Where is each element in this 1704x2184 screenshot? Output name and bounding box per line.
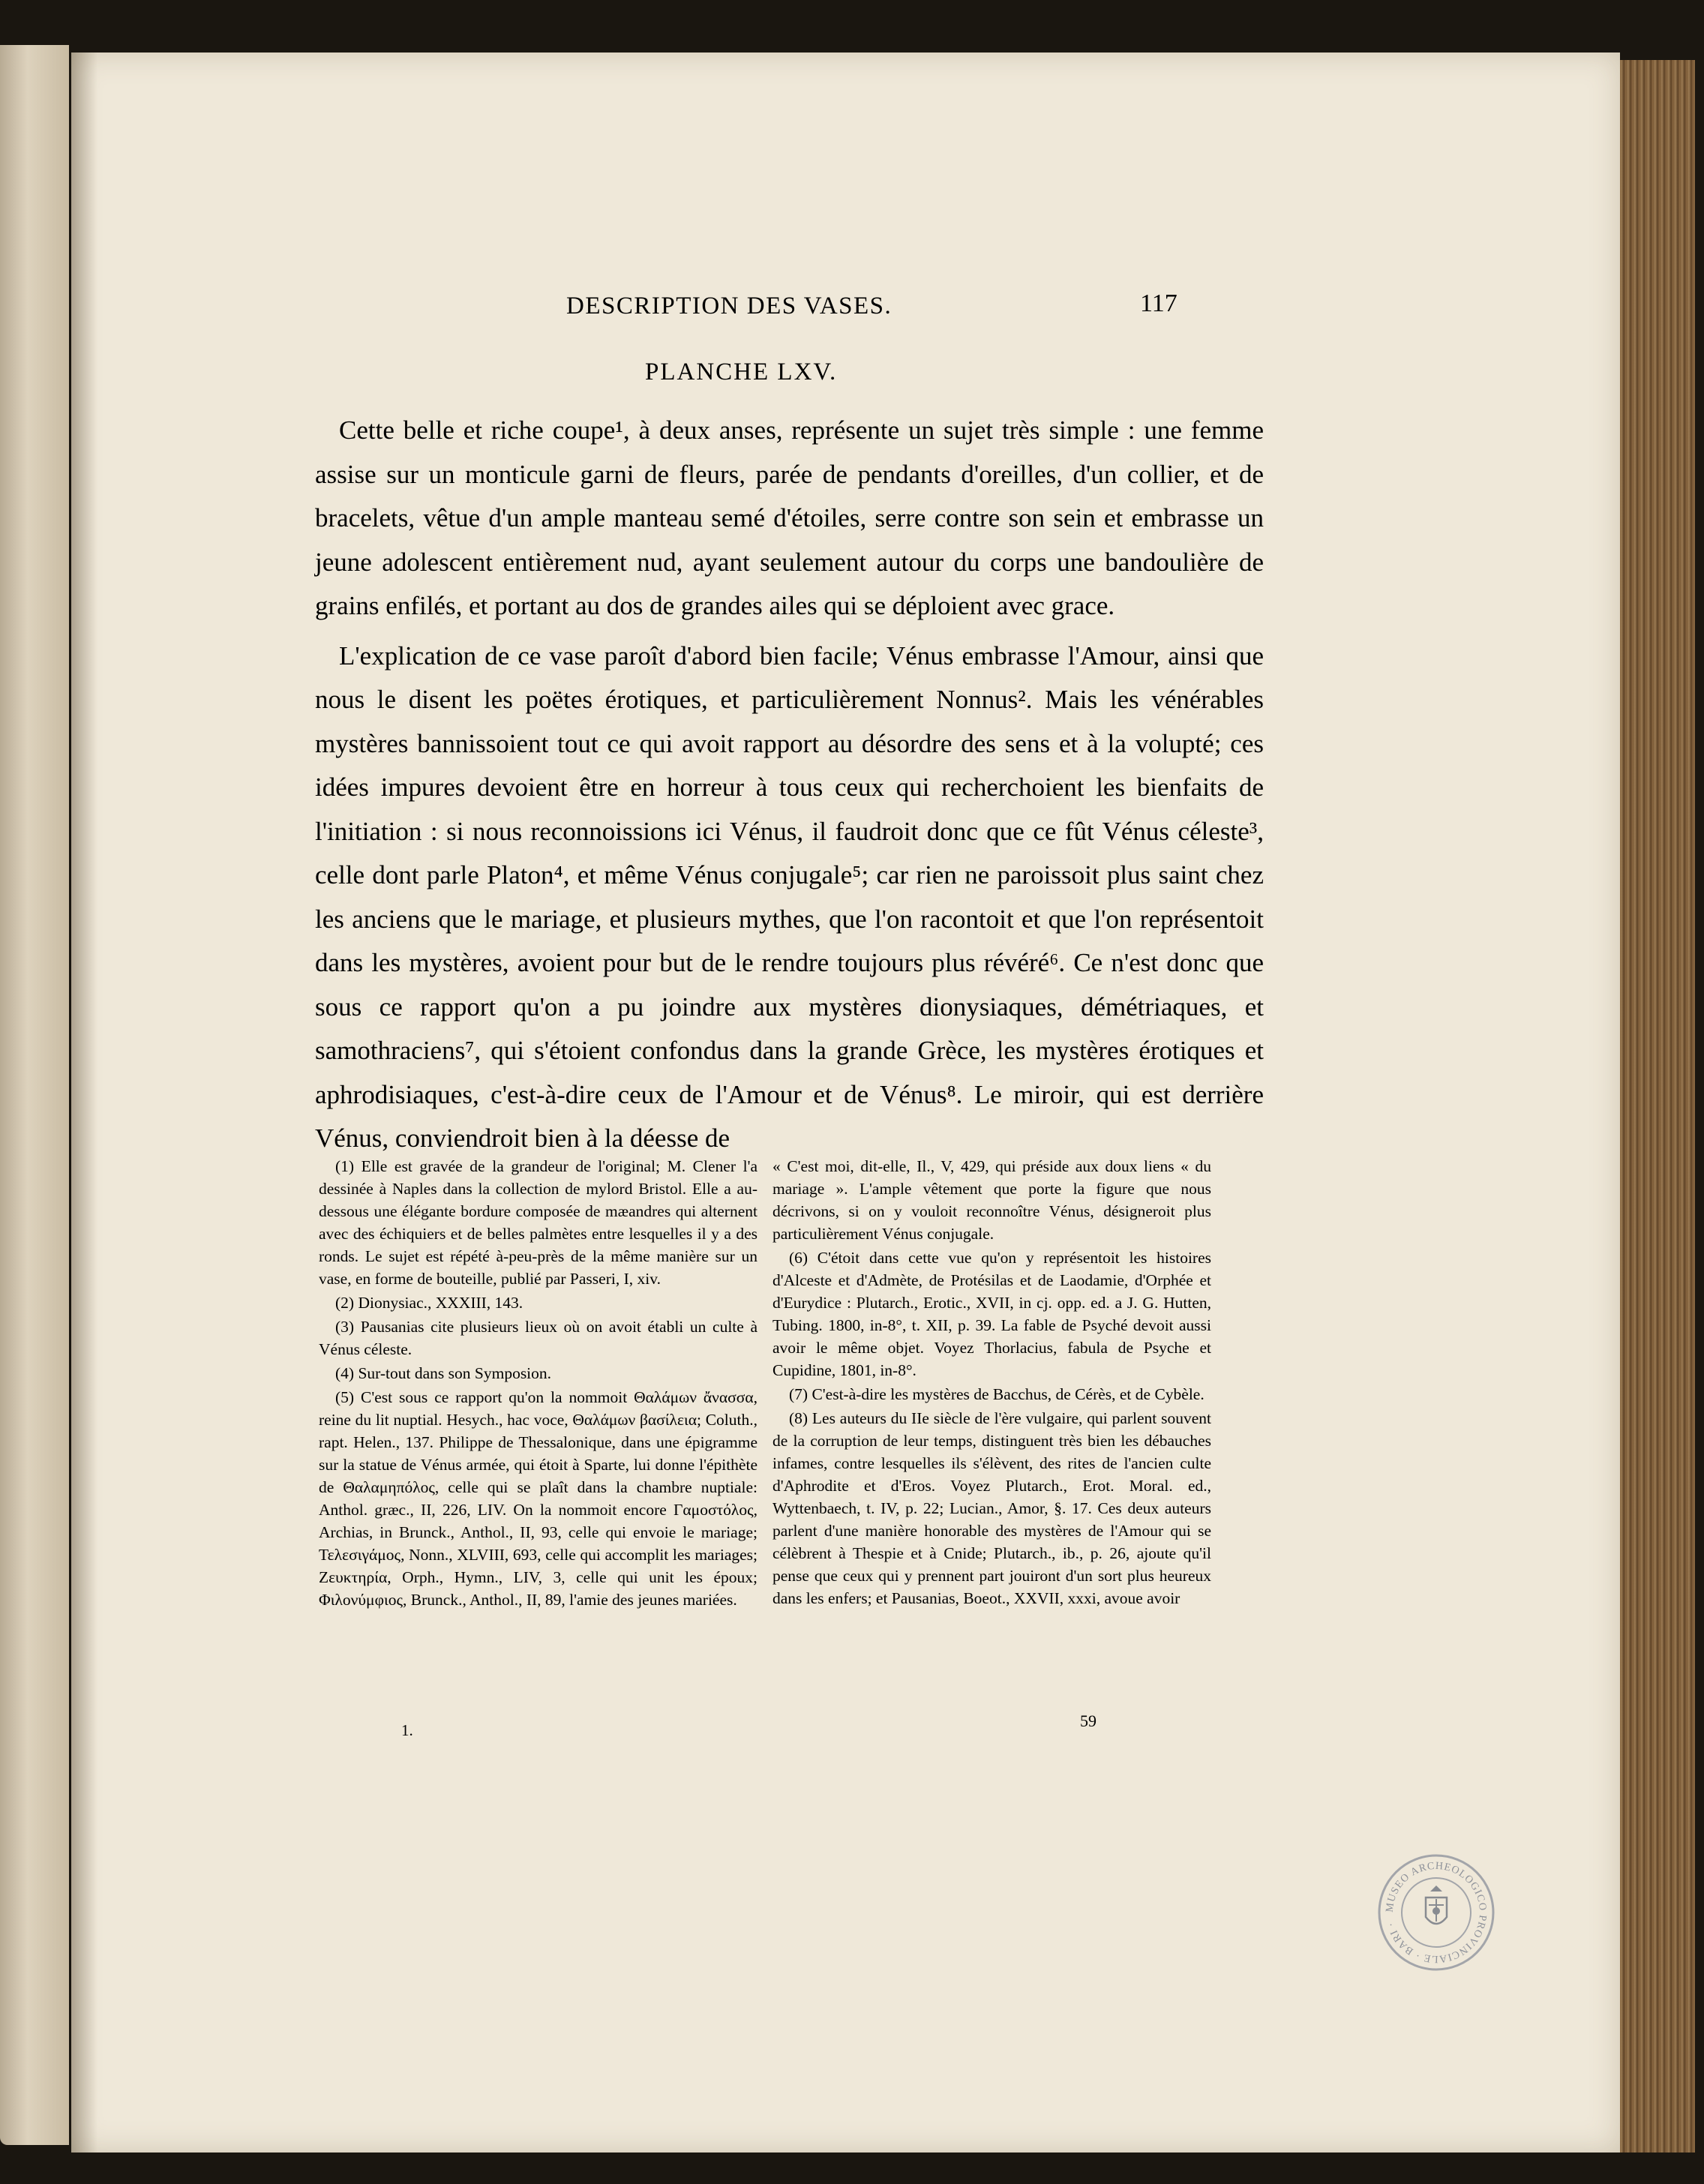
footnotes-left-column — [319, 1155, 758, 1612]
body-text — [315, 409, 1264, 1161]
body-paragraph: L'explication de ce vase paroît d'abord bien facile; Vénus embrasse l'Amour, ainsi que nous le disent les poëtes érotiques, et particulièrement Nonnus². Mais les vénérables mystères bannissoient tout ce qui avoit rapport au désordre des sens et à la volupté; ces idées impures devoient être en horreur à tous ceux qui recherchoient les bienfaits de l'initiation : si nous reconnoissions ici Vénus, il faudroit donc que ce fût Vénus céleste³, celle dont parle Platon⁴, et même Vénus conjugale⁵; car rien ne paroissoit plus saint chez les anciens que le mariage, et plusieurs mythes, que l'on racontoit et que l'on représentoit dans les mystères, avoient pour but de le rendre toujours plus révéré⁶. Ce n'est donc que sous ce rapport qu'on a pu joindre aux mystères dionysiaques, démétriaques, et samothraciens⁷, qui s'étoient confondus dans la grande Grèce, les mystères érotiques et aphrodisiaques, c'est-à-dire ceux de l'Amour et de Vénus⁸. Le miroir, qui est derrière Vénus, conviendroit bien à la déesse de — [315, 640, 1264, 1153]
plate-title: PLANCHE LXV. — [645, 358, 838, 386]
page-block-edge — [1612, 60, 1695, 2152]
page-number: 117 — [1140, 290, 1178, 317]
signature-mark-left: 1. — [401, 1721, 413, 1739]
footnote: (1) Elle est gravée de la grandeur de l'original; M. Clener l'a dessinée à Naples dans la collection de mylord Bristol. Elle a au-dessous une élégante bordure composée de mæandres qui alternent avec des échiquiers et de belles palmètes entre lesquelles il y a des ronds. Le sujet est répété à-peu-près de la même manière sur un vase, en forme de bouteille, publié par Passeri, I, xiv. — [319, 1157, 758, 1288]
footnotes-right-column — [772, 1155, 1211, 1611]
coat-of-arms-icon — [1426, 1886, 1447, 1924]
running-title: DESCRIPTION DES VASES. — [566, 292, 892, 320]
signature-mark-right: 59 — [1080, 1712, 1096, 1730]
footnote: (8) Les auteurs du IIe siècle de l'ère vulgaire, qui parlent souvent de la corruption de leur temps, distinguent très bien les débauches infames, contre lesquelles ils s'élèvent, des rites de l'ancien culte d'Aphrodite et d'Eros. Voyez Plutarch., Erot. Moral. ed., Wyttenbaech, t. IV, p. 22; Lucian., Amor, §. 17. Ces deux auteurs parlent d'une manière honorable des mystères de l'Amour qui se célèbrent à Thespie et à Cnide; Plutarch., ib., p. 26, ajoute qu'il pense que ceux qui y prennent part jouiront d'un sort plus heureux dans les enfers; et Pausanias, Boeot., XXVII, xxxi, avoue avoir — [772, 1409, 1211, 1607]
footnote: (7) C'est-à-dire les mystères de Bacchus, de Cérès, et de Cybèle. — [789, 1385, 1204, 1403]
footnote: (4) Sur-tout dans son Symposion. — [335, 1364, 552, 1382]
footnote: (3) Pausanias cite plusieurs lieux où on avoit établi un culte à Vénus céleste. — [319, 1318, 758, 1358]
facing-page-edge — [0, 45, 69, 2145]
body-paragraph: Cette belle et riche coupe¹, à deux anses, représente un sujet très simple : une femme assise sur un monticule garni de fleurs, parée de pendants d'oreilles, d'un collier, et de bracelets, vêtue d'un ample manteau semé d'étoiles, serre contre son sein et embrasse un jeune adolescent entièrement nud, ayant seulement autour du corps une bandoulière de grains enfilés, et portant au dos de grandes ailes qui se déploient avec grace. — [315, 416, 1264, 620]
footnote: (5) C'est sous ce rapport qu'on la nommoit Θαλάμων ἄνασσα, reine du lit nuptial. Hesych., hac voce, Θαλάμων βασίλεια; Coluth., rapt. Helen., 137. Philippe de Thessalonique, dans une épigramme sur la statue de Vénus armée, qui étoit à Sparte, lui donne l'épithète de Θαλαμηπόλος, celle qui se plaît dans la chambre nuptiale: Anthol. græc., II, 226, LIV. On la nommoit encore Γαμοστόλος, Archias, in Brunck., Anthol., II, 93, celle qui envoie le mariage; Τελεσιγάμος, Nonn., XLVIII, 693, celle qui accomplit les mariages; Ζευκτηρία, Orph., Hymn., LIV, 3, celle qui unit les époux; Φιλονύμφιος, Brunck., Anthol., II, 89, l'amie des jeunes mariées. — [319, 1388, 758, 1609]
footnote: « C'est moi, dit-elle, Il., V, 429, qui préside aux doux liens « du mariage ». L'ample vêtement que porte la figure que nous décrivons, si on y vouloit reconnoître Vénus, désigneroit plus particulièrement Vénus conjugale. — [772, 1157, 1211, 1243]
gutter-shadow — [71, 52, 98, 2152]
footnote: (2) Dionysiac., XXXIII, 143. — [335, 1294, 524, 1312]
footnote: (6) C'étoit dans cette vue qu'on y représentoit les histoires d'Alceste et d'Admète, de Protésilas et de Laodamie, d'Orphée et d'Eurydice : Plutarch., Erotic., XVII, in cj. opp. ed. a J. G. Hutten, Tubing. 1800, in-8°, t. XII, p. 39. La fable de Psyché devoit aussi avoir le même objet. Voyez Thorlacius, fabula de Psyche et Cupidine, 1801, in-8°. — [772, 1249, 1211, 1379]
museum-stamp — [1376, 1852, 1496, 1972]
stamp-text: MUSEO ARCHEOLOGICO PROVINCIALE · BARI · — [1384, 1860, 1489, 1965]
